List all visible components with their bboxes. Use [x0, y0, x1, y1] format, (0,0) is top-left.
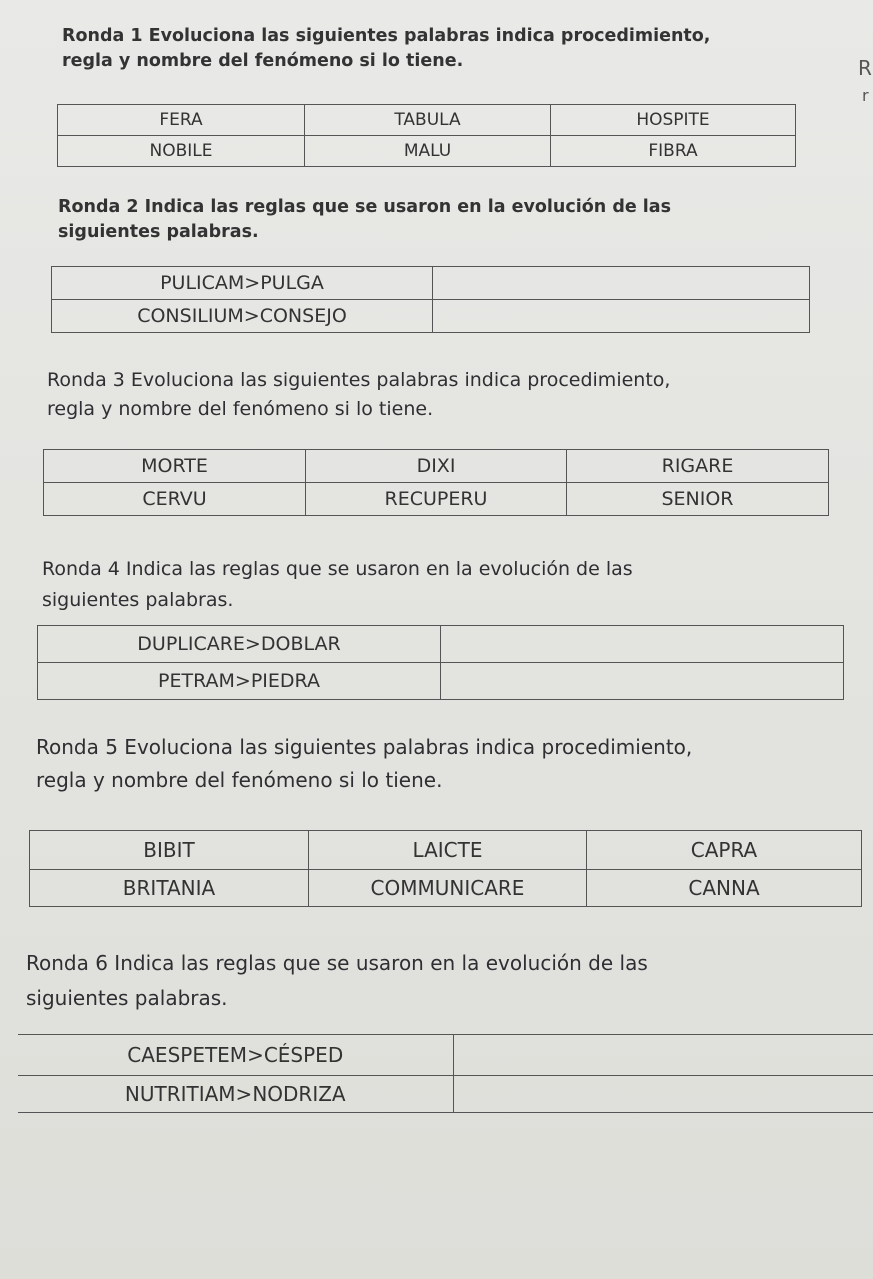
- round-3-cell: DIXI: [306, 450, 567, 483]
- table-row: [30, 831, 862, 870]
- round-2-table: [51, 266, 810, 333]
- round-1-title: [62, 24, 710, 74]
- table-row: [38, 626, 844, 663]
- round-3-cell: MORTE: [44, 450, 306, 483]
- round-5-table: [29, 830, 862, 907]
- margin-mark-r-lower: r: [862, 86, 869, 105]
- round-4-answer-cell[interactable]: [441, 663, 844, 700]
- round-2-answer-cell[interactable]: [433, 300, 810, 333]
- table-row: [52, 267, 810, 300]
- round-4-word-cell: DUPLICARE>DOBLAR: [38, 626, 441, 663]
- round-5-title-line-1: Ronda 5 Evoluciona las siguientes palabras indica procedimiento,: [36, 735, 693, 759]
- round-1-cell: MALU: [305, 136, 551, 167]
- table-row: [58, 136, 796, 167]
- round-1-cell: FERA: [58, 105, 305, 136]
- round-2-title-line-2: siguientes palabras.: [58, 222, 259, 242]
- margin-mark-r-upper: R: [858, 56, 872, 80]
- table-row: [18, 1035, 873, 1076]
- round-3-title: [47, 368, 670, 422]
- round-1-cell: FIBRA: [551, 136, 796, 167]
- round-5-cell: LAICTE: [309, 831, 587, 870]
- round-6-title: [26, 951, 648, 1011]
- round-2-word-cell: CONSILIUM>CONSEJO: [52, 300, 433, 333]
- round-1-cell: NOBILE: [58, 136, 305, 167]
- round-6-word-cell: CAESPETEM>CÉSPED: [18, 1035, 453, 1076]
- table-row: [58, 105, 796, 136]
- round-6-answer-cell[interactable]: [453, 1076, 873, 1113]
- table-row: [44, 483, 829, 516]
- round-2-title-line-1: Ronda 2 Indica las reglas que se usaron en la evolución de las: [58, 197, 672, 217]
- round-6-table: [18, 1034, 873, 1113]
- round-5-cell: CAPRA: [587, 831, 862, 870]
- round-5-cell: CANNA: [587, 870, 862, 907]
- round-4-title-line-2: siguientes palabras.: [42, 589, 234, 611]
- round-4-table: [37, 625, 844, 700]
- round-1-title-line-1: Ronda 1 Evoluciona las siguientes palabras indica procedimiento,: [62, 26, 711, 46]
- round-4-title-line-1: Ronda 4 Indica las reglas que se usaron en la evolución de las: [42, 558, 633, 580]
- round-3-cell: RIGARE: [567, 450, 829, 483]
- round-1-table: [57, 104, 796, 167]
- round-1-cell: HOSPITE: [551, 105, 796, 136]
- round-6-title-line-1: Ronda 6 Indica las reglas que se usaron en la evolución de las: [26, 951, 648, 975]
- round-3-title-line-1: Ronda 3 Evoluciona las siguientes palabras indica procedimiento,: [47, 369, 671, 391]
- round-5-cell: BRITANIA: [30, 870, 309, 907]
- round-2-word-cell: PULICAM>PULGA: [52, 267, 433, 300]
- round-4-word-cell: PETRAM>PIEDRA: [38, 663, 441, 700]
- round-6-title-line-2: siguientes palabras.: [26, 986, 228, 1010]
- round-6-answer-cell[interactable]: [453, 1035, 873, 1076]
- round-3-cell: CERVU: [44, 483, 306, 516]
- round-5-title-line-2: regla y nombre del fenómeno si lo tiene.: [36, 768, 443, 792]
- round-4-answer-cell[interactable]: [441, 626, 844, 663]
- round-5-cell: COMMUNICARE: [309, 870, 587, 907]
- table-row: [18, 1076, 873, 1113]
- round-1-cell: TABULA: [305, 105, 551, 136]
- table-row: [38, 663, 844, 700]
- table-row: [30, 870, 862, 907]
- round-1-title-line-2: regla y nombre del fenómeno si lo tiene.: [62, 51, 464, 71]
- table-row: [52, 300, 810, 333]
- round-3-table: [43, 449, 829, 516]
- round-3-title-line-2: regla y nombre del fenómeno si lo tiene.: [47, 398, 434, 420]
- round-5-title: [36, 735, 692, 793]
- round-2-answer-cell[interactable]: [433, 267, 810, 300]
- round-5-cell: BIBIT: [30, 831, 309, 870]
- round-2-title: [58, 195, 671, 245]
- table-row: [44, 450, 829, 483]
- round-3-cell: RECUPERU: [306, 483, 567, 516]
- round-3-cell: SENIOR: [567, 483, 829, 516]
- round-6-word-cell: NUTRITIAM>NODRIZA: [18, 1076, 453, 1113]
- round-4-title: [42, 557, 633, 613]
